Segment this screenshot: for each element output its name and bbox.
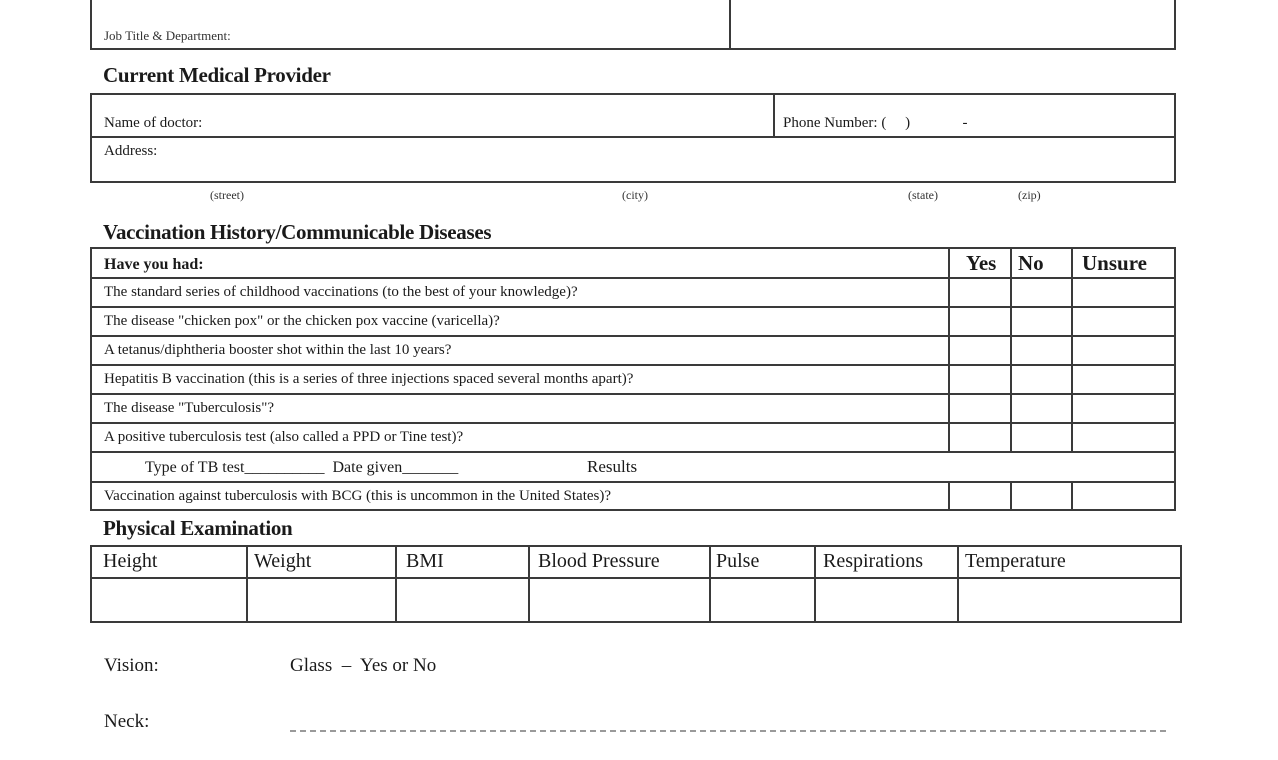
vax-row-line	[90, 277, 1176, 279]
physical-col-temperature: Temperature	[965, 550, 1066, 572]
address-state-caption: (state)	[908, 188, 938, 202]
tb-results-label: Results	[587, 457, 638, 476]
top-info-divider	[729, 0, 731, 50]
vax-col-unsure-header: Unsure	[1082, 251, 1147, 275]
physical-col-blood-pressure: Blood Pressure	[538, 550, 660, 572]
physical-col-height: Height	[103, 550, 158, 572]
vax-question-tuberculosis: The disease "Tuberculosis"?	[104, 400, 274, 416]
phone-number-label: Phone Number: ( ) -	[783, 115, 968, 131]
address-label: Address:	[104, 143, 158, 159]
vax-header-question: Have you had:	[104, 256, 204, 273]
physical-exam-col-line	[395, 545, 397, 623]
vax-row-line	[90, 306, 1176, 308]
physical-exam-header-line	[90, 577, 1182, 579]
physical-col-weight: Weight	[254, 550, 312, 572]
doctor-name-label: Name of doctor:	[104, 115, 203, 131]
vax-question-bcg: Vaccination against tuberculosis with BCG (this is uncommon in the United States)?	[104, 488, 612, 504]
physical-exam-col-line	[814, 545, 816, 623]
vax-col-yes-header: Yes	[966, 251, 997, 275]
tb-test-type-line: Type of TB test__________ Date given_______	[145, 459, 459, 476]
vax-row-line	[90, 481, 1176, 483]
vax-row-line	[90, 393, 1176, 395]
vax-question-hepatitis-b: Hepatitis B vaccination (this is a series of three injections spaced several months apart)?	[104, 371, 634, 387]
vaccination-title: Vaccination History/Communicable Diseases	[103, 220, 492, 244]
vax-col-no-left-bcg	[1010, 481, 1012, 511]
physical-col-bmi: BMI	[406, 550, 444, 572]
medical-provider-title: Current Medical Provider	[103, 63, 331, 87]
physical-exam-col-line	[957, 545, 959, 623]
vax-col-no-header: No	[1018, 251, 1044, 275]
vision-glass-label: Glass – Yes or No	[290, 655, 437, 676]
physical-exam-col-line	[709, 545, 711, 623]
vision-label: Vision:	[104, 655, 159, 676]
vax-question-childhood: The standard series of childhood vaccinations (to the best of your knowledge)?	[104, 284, 578, 300]
physical-exam-col-line	[246, 545, 248, 623]
neck-label: Neck:	[104, 711, 150, 732]
physical-col-pulse: Pulse	[716, 550, 760, 572]
address-city-caption: (city)	[622, 188, 648, 202]
medical-provider-col-divider	[773, 93, 775, 136]
vax-row-line	[90, 451, 1176, 453]
vax-question-chicken-pox: The disease "chicken pox" or the chicken pox vaccine (varicella)?	[104, 313, 500, 329]
job-title-label: Job Title & Department:	[104, 28, 231, 43]
physical-exam-col-line	[528, 545, 530, 623]
neck-answer-line	[290, 730, 1166, 732]
address-zip-caption: (zip)	[1018, 188, 1041, 202]
vax-question-tetanus: A tetanus/diphtheria booster shot within the last 10 years?	[104, 342, 452, 358]
top-info-box	[90, 0, 1176, 50]
physical-col-respirations: Respirations	[823, 550, 923, 572]
physical-exam-title: Physical Examination	[103, 516, 293, 540]
vax-row-line	[90, 335, 1176, 337]
address-street-caption: (street)	[210, 188, 244, 202]
vax-col-unsure-left-bcg	[1071, 481, 1073, 511]
vax-row-line	[90, 364, 1176, 366]
vax-row-line	[90, 422, 1176, 424]
vax-question-tb-test: A positive tuberculosis test (also called a PPD or Tine test)?	[104, 429, 464, 445]
medical-provider-box	[90, 93, 1176, 183]
medical-provider-row-divider	[90, 136, 1176, 138]
vax-col-yes-left-bcg	[948, 481, 950, 511]
